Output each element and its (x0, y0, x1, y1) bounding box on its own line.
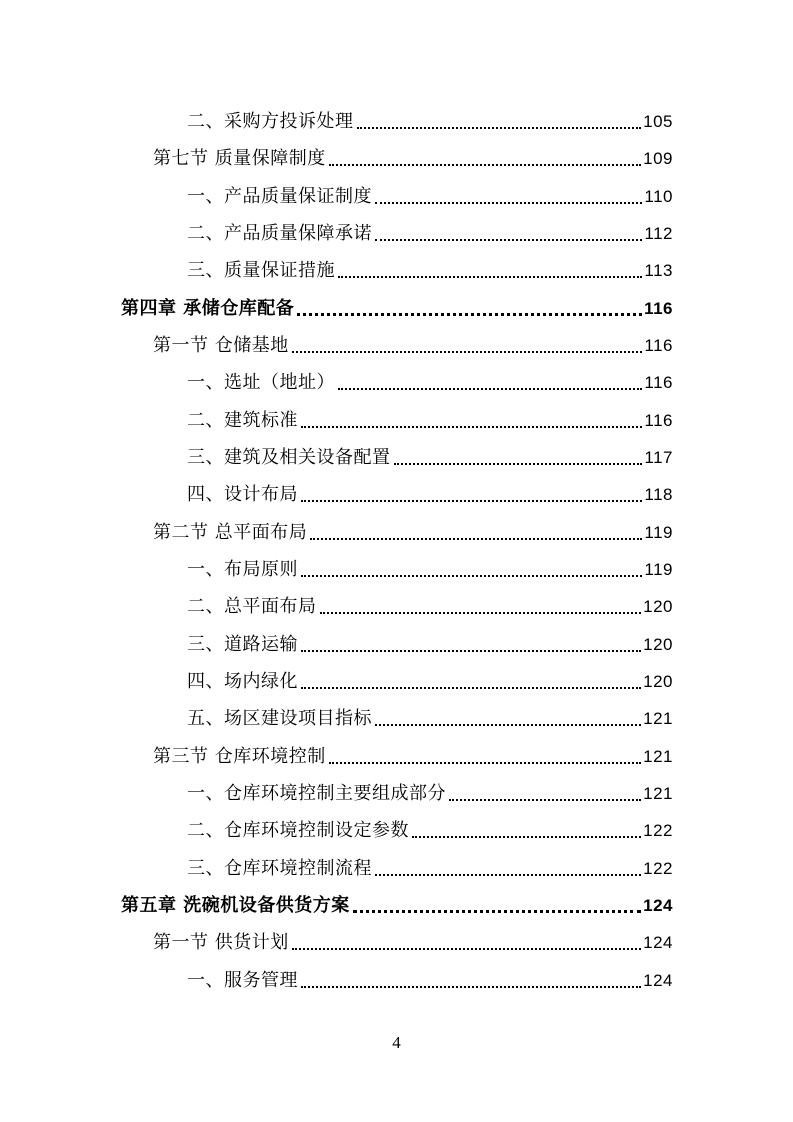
toc-entry[interactable] (187, 850, 673, 880)
toc-entry-page: 116 (644, 373, 673, 392)
toc-entry[interactable] (153, 327, 673, 357)
toc-entry[interactable] (187, 178, 673, 208)
toc-entry-page: 124 (643, 896, 673, 915)
dot-leader (301, 649, 641, 652)
toc-entry-page: 120 (643, 597, 673, 616)
toc-entry-page: 118 (644, 485, 673, 504)
toc-entry-page: 116 (644, 411, 673, 430)
toc-entry-title: 三、仓库环境控制流程 (187, 858, 372, 879)
toc-entry-title: 一、选址（地址） (187, 372, 335, 393)
dot-leader (292, 947, 641, 950)
toc-entry-title: 一、服务管理 (187, 970, 298, 991)
toc-entry-title: 四、场内绿化 (187, 671, 298, 692)
toc-entry-page: 121 (643, 784, 673, 803)
toc-entry[interactable] (187, 252, 673, 282)
toc-entry-page: 121 (643, 709, 673, 728)
toc-entry-page: 116 (644, 336, 673, 355)
dot-leader (338, 275, 642, 278)
toc-entry-title: 三、质量保证措施 (187, 260, 335, 281)
toc-entry-title: 第二节 总平面布局 (153, 522, 308, 543)
toc-entry-title: 三、道路运输 (187, 634, 298, 655)
toc-chapter-entry[interactable] (121, 290, 673, 320)
toc-entry-title: 一、仓库环境控制主要组成部分 (187, 783, 446, 804)
toc-entry-title: 五、场区建设项目指标 (187, 708, 372, 729)
dot-leader (338, 387, 642, 390)
toc-entry-title: 二、采购方投诉处理 (187, 111, 354, 132)
toc-entry-page: 124 (643, 933, 673, 952)
toc-entry[interactable] (187, 663, 673, 693)
toc-entry-page: 120 (643, 635, 673, 654)
toc-entry-title: 第一节 仓储基地 (153, 335, 289, 356)
toc-entry-page: 110 (644, 187, 673, 206)
toc-entry[interactable] (187, 588, 673, 618)
toc-entry[interactable] (153, 924, 673, 954)
toc-entry-title: 一、布局原则 (187, 559, 298, 580)
toc-entry-page: 109 (643, 149, 673, 168)
toc-entry[interactable] (187, 812, 673, 842)
toc-entry-title: 第七节 质量保障制度 (153, 148, 326, 169)
toc-entry-page: 116 (644, 299, 673, 318)
toc-entry[interactable] (153, 738, 673, 768)
toc-entry-page: 120 (643, 672, 673, 691)
toc-entry-page: 117 (644, 448, 673, 467)
toc-entry-page: 119 (644, 560, 673, 579)
toc-entry[interactable] (187, 962, 673, 992)
toc-entry[interactable] (187, 402, 673, 432)
toc-entry-title: 第五章 洗碗机设备供货方案 (121, 895, 350, 916)
toc-entry-title: 四、设计布局 (187, 484, 298, 505)
toc-entry-page: 124 (643, 971, 673, 990)
toc-entry[interactable] (187, 626, 673, 656)
toc-entry-title: 第四章 承储仓库配备 (121, 298, 295, 319)
toc-entry-page: 112 (644, 224, 673, 243)
dot-leader (320, 611, 642, 614)
toc-entry[interactable] (187, 551, 673, 581)
dot-leader (375, 873, 641, 876)
dot-leader (329, 761, 641, 764)
page-number: 4 (392, 1033, 401, 1052)
toc-entry[interactable] (187, 700, 673, 730)
dot-leader (412, 835, 641, 838)
dot-leader (375, 238, 642, 241)
dot-leader (353, 909, 641, 913)
dot-leader (449, 798, 641, 801)
dot-leader (394, 462, 643, 465)
toc-entry-page: 121 (643, 747, 673, 766)
toc-entry[interactable] (187, 215, 673, 245)
toc-entry[interactable] (187, 439, 673, 469)
dot-leader (301, 499, 642, 502)
toc-entry[interactable] (187, 103, 673, 133)
toc-entry-title: 二、产品质量保障承诺 (187, 223, 372, 244)
dot-leader (301, 985, 641, 988)
toc-entry[interactable] (187, 775, 673, 805)
dot-leader (357, 126, 642, 129)
toc-entry[interactable] (153, 514, 673, 544)
toc-entry[interactable] (187, 476, 673, 506)
dot-leader (310, 537, 642, 540)
toc-entry-title: 二、总平面布局 (187, 596, 317, 617)
toc-chapter-entry[interactable] (121, 887, 673, 917)
dot-leader (301, 574, 642, 577)
toc-entry-title: 第一节 供货计划 (153, 932, 289, 953)
toc-entry-page: 122 (643, 859, 673, 878)
toc-entry-title: 二、仓库环境控制设定参数 (187, 820, 409, 841)
toc-entry-page: 113 (644, 261, 673, 280)
toc-entry[interactable] (187, 364, 673, 394)
dot-leader (292, 350, 643, 353)
dot-leader (375, 201, 642, 204)
toc-entry-title: 一、产品质量保证制度 (187, 186, 372, 207)
toc-entry-title: 第三节 仓库环境控制 (153, 746, 326, 767)
dot-leader (301, 425, 642, 428)
dot-leader (297, 312, 642, 316)
toc-entry-title: 二、建筑标准 (187, 410, 298, 431)
dot-leader (329, 163, 641, 166)
toc-entry[interactable] (153, 140, 673, 170)
toc-entry-title: 三、建筑及相关设备配置 (187, 447, 391, 468)
toc-entry-page: 122 (643, 821, 673, 840)
toc-entry-page: 105 (643, 112, 673, 131)
dot-leader (301, 686, 641, 689)
dot-leader (375, 723, 641, 726)
toc-entry-page: 119 (644, 523, 673, 542)
